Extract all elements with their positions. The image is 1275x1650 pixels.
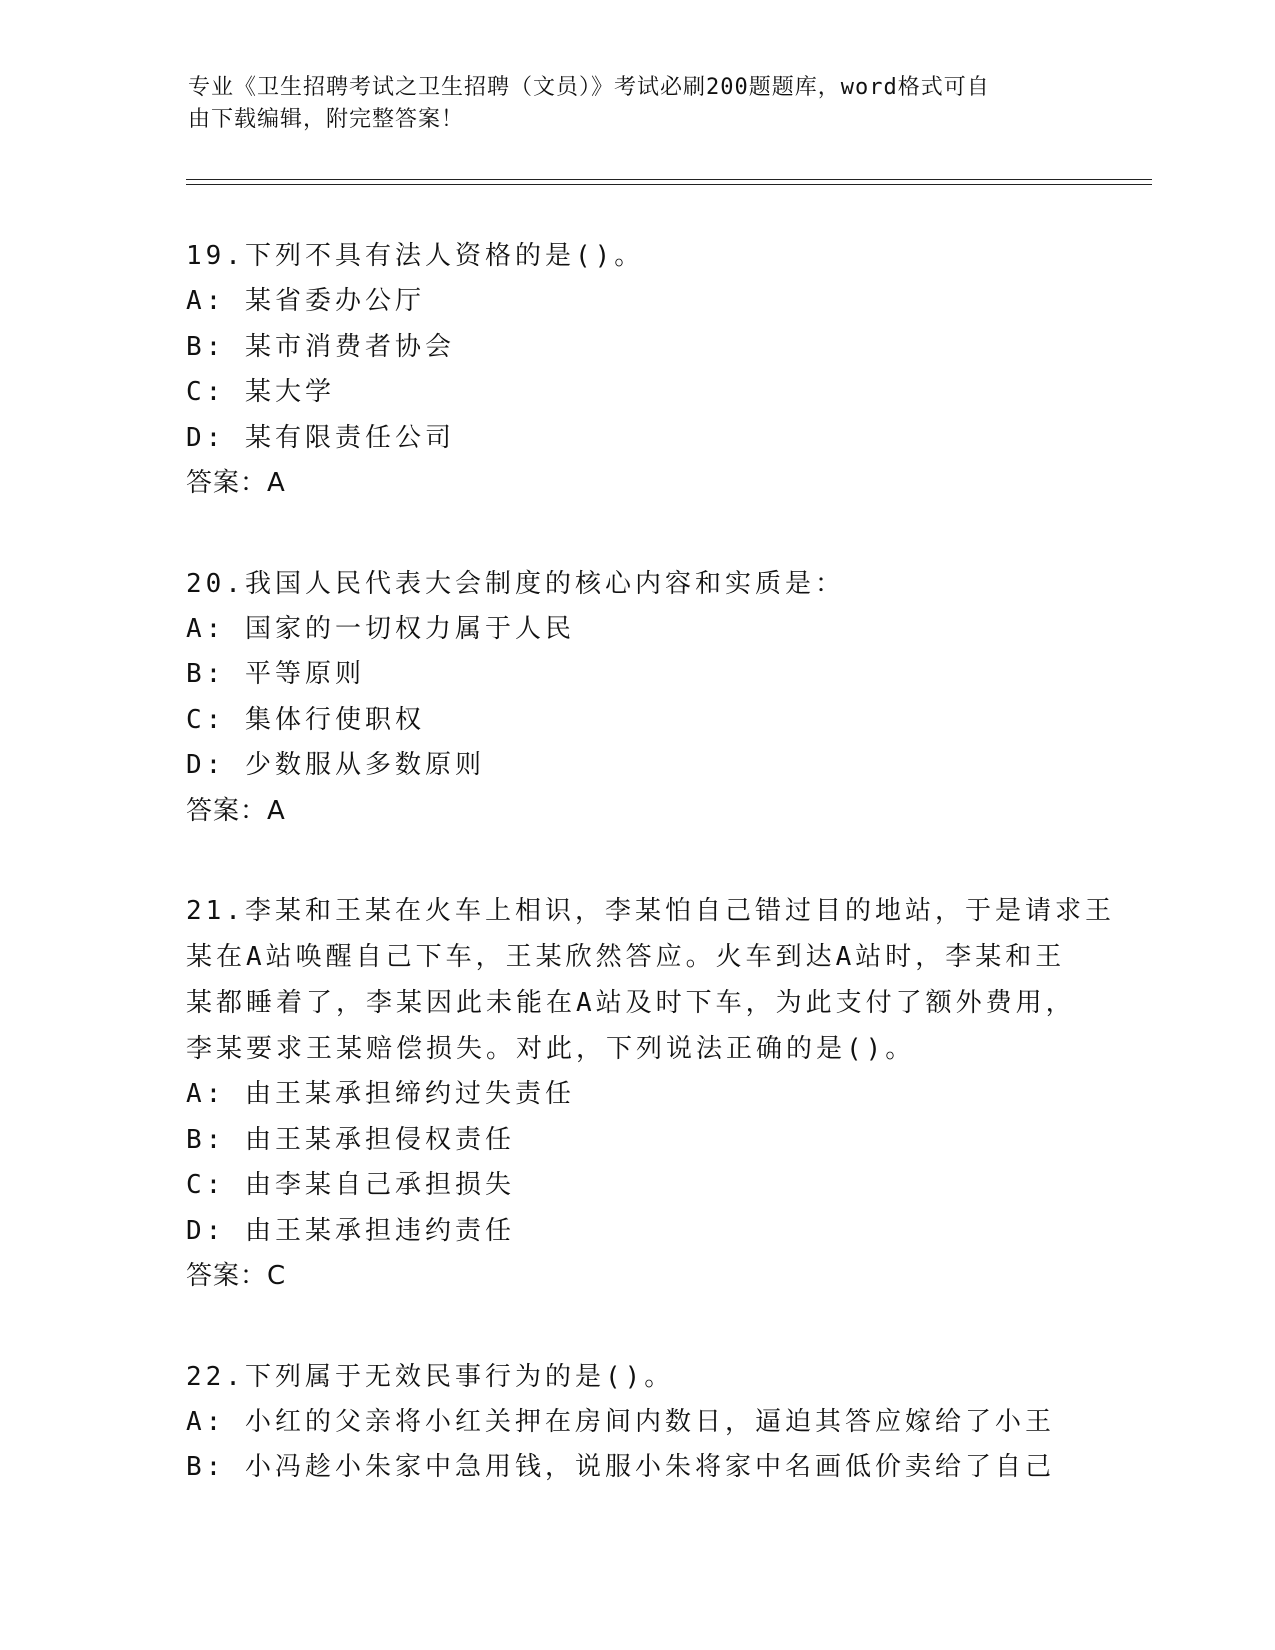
option-c: C: 某大学	[186, 377, 335, 407]
header-line-2: 由下载编辑，附完整答案！	[188, 107, 465, 132]
option-b: B: 由王某承担侵权责任	[186, 1124, 515, 1155]
question-stem: 19.下列不具有法人资格的是()。	[186, 241, 645, 271]
answer: 答案：C	[186, 1261, 287, 1291]
question-21	[186, 888, 1115, 1300]
question-22	[186, 1354, 1086, 1491]
question-stem-line-1: 21.李某和王某在火车上相识，李某怕自己错过目的地站，于是请求王	[186, 896, 1115, 926]
option-a: A: 小红的父亲将小红关押在房间内数日，逼迫其答应嫁给了小王	[186, 1406, 1055, 1437]
document-header	[188, 72, 1088, 136]
question-stem: 20.我国人民代表大会制度的核心内容和实质是：	[186, 568, 845, 599]
option-b: B: 平等原则	[186, 659, 365, 689]
header-line-1: 专业《卫生招聘考试之卫生招聘（文员）》考试必刷200题题库，word格式可自	[188, 75, 990, 100]
question-stem: 22.下列属于无效民事行为的是()。	[186, 1361, 675, 1392]
option-c: C: 集体行使职权	[186, 704, 425, 735]
option-a: A: 由王某承担缔约过失责任	[186, 1079, 575, 1109]
question-19	[186, 233, 1086, 507]
option-d: D: 由王某承担违约责任	[186, 1215, 515, 1246]
option-a: A: 国家的一切权力属于人民	[186, 613, 575, 644]
option-b: B: 小冯趁小朱家中急用钱，说服小朱将家中名画低价卖给了自己	[186, 1452, 1055, 1482]
option-d: D: 少数服从多数原则	[186, 750, 485, 780]
header-divider-bottom	[186, 184, 1152, 185]
questions-list	[186, 233, 1115, 1491]
question-20	[186, 561, 1086, 835]
header-divider-top	[186, 179, 1152, 180]
question-stem-line-3: 某都睡着了，李某因此未能在A站及时下车，为此支付了额外费用，	[186, 988, 1076, 1018]
question-stem-line-2: 某在A站唤醒自己下车，王某欣然答应。火车到达A站时，李某和王	[186, 942, 1066, 972]
answer: 答案：A	[186, 468, 286, 498]
option-a: A: 某省委办公厅	[186, 286, 425, 316]
option-b: B: 某市消费者协会	[186, 331, 455, 362]
answer: 答案：A	[186, 795, 286, 826]
option-d: D: 某有限责任公司	[186, 422, 455, 453]
question-stem-line-4: 李某要求王某赔偿损失。对此，下列说法正确的是()。	[186, 1034, 916, 1064]
option-c: C: 由李某自己承担损失	[186, 1170, 515, 1200]
